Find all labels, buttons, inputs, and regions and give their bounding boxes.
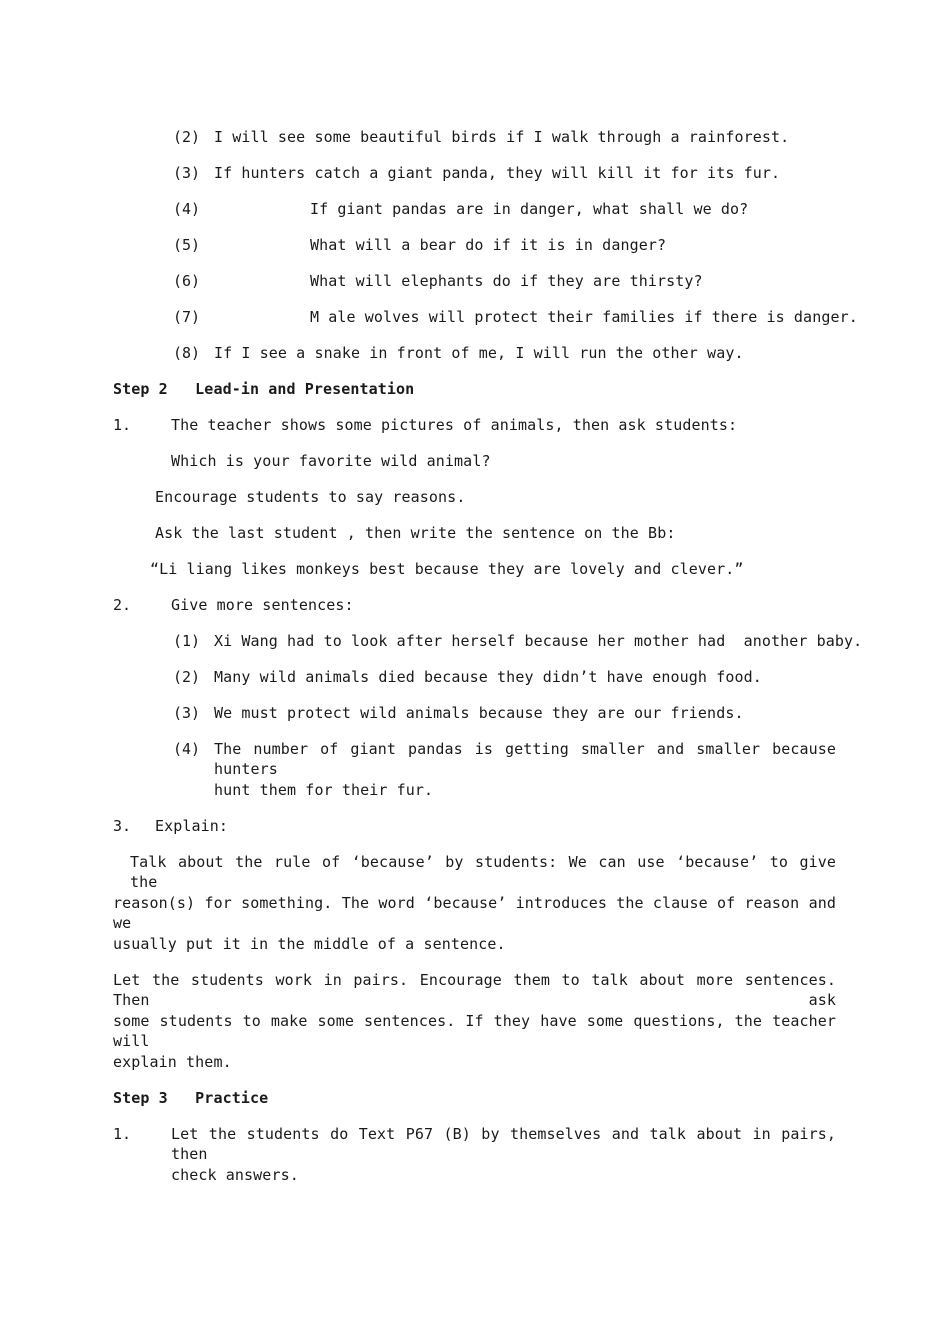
step3-item1-text-continued: check answers. <box>171 1166 299 1184</box>
list-item: What will elephants do if they are thirsty? <box>310 272 703 290</box>
list-item: What will a bear do if it is in danger? <box>310 236 667 254</box>
sentence-number: (2) <box>173 668 201 686</box>
pairs-line: some students to make some sentences. If they have some questions, the teacher will <box>113 1012 836 1050</box>
explain-line: reason(s) for something. The word ‘because’ introduces the clause of reason and we <box>113 894 836 932</box>
pairs-line: explain them. <box>113 1053 232 1071</box>
step2-heading: Step 2 Lead-in and Presentation <box>113 380 415 398</box>
list-item: If hunters catch a giant panda, they will kill it for its fur. <box>214 164 781 182</box>
list-number: (2) <box>173 128 201 146</box>
step2-item1-text: The teacher shows some pictures of animals, then ask students: <box>171 416 738 434</box>
sentence-text: Xi Wang had to look after herself because her mother had another baby. <box>214 632 863 650</box>
step3-item1-text: Let the students do Text P67 (B) by themselves and talk about in pairs, then <box>171 1125 836 1163</box>
pairs-line: Let the students work in pairs. Encourage them to talk about more sentences. Then ask <box>113 971 836 1009</box>
sentence-text-continued: hunt them for their fur. <box>214 781 434 799</box>
list-item: I will see some beautiful birds if I walk through a rainforest. <box>214 128 790 146</box>
sentence-text: The number of giant pandas is getting smaller and smaller because hunters <box>214 740 836 778</box>
list-number: (5) <box>173 236 201 254</box>
list-item: If giant pandas are in danger, what shall we do? <box>310 200 749 218</box>
step2-item1-number: 1. <box>113 416 132 434</box>
sentence-text: Many wild animals died because they didn’t have enough food. <box>214 668 762 686</box>
step2-item2-text: Give more sentences: <box>171 596 354 614</box>
step2-item1-quote: “Li liang likes monkeys best because they are lovely and clever.” <box>150 560 744 578</box>
list-number: (6) <box>173 272 201 290</box>
sentence-number: (3) <box>173 704 201 722</box>
step3-heading: Step 3 Practice <box>113 1089 269 1107</box>
sentence-number: (1) <box>173 632 201 650</box>
step2-item2-number: 2. <box>113 596 132 614</box>
list-number: (3) <box>173 164 201 182</box>
list-number: (4) <box>173 200 201 218</box>
step2-item3-number: 3. <box>113 817 132 835</box>
step3-item1-number: 1. <box>113 1125 132 1143</box>
list-item: If I see a snake in front of me, I will run the other way. <box>214 344 744 362</box>
list-number: (8) <box>173 344 201 362</box>
explain-line: Talk about the rule of ‘because’ by students: We can use ‘because’ to give the <box>130 853 836 891</box>
list-number: (7) <box>173 308 201 326</box>
step2-item3-text: Explain: <box>155 817 229 835</box>
sentence-number: (4) <box>173 740 201 758</box>
step2-item1-encourage: Encourage students to say reasons. <box>155 488 466 506</box>
step2-item1-question: Which is your favorite wild animal? <box>171 452 491 470</box>
explain-line: usually put it in the middle of a sentence. <box>113 935 506 953</box>
list-item: M ale wolves will protect their families if there is danger. <box>310 308 858 326</box>
step2-item1-ask: Ask the last student , then write the sentence on the Bb: <box>155 524 676 542</box>
sentence-text: We must protect wild animals because they are our friends. <box>214 704 744 722</box>
